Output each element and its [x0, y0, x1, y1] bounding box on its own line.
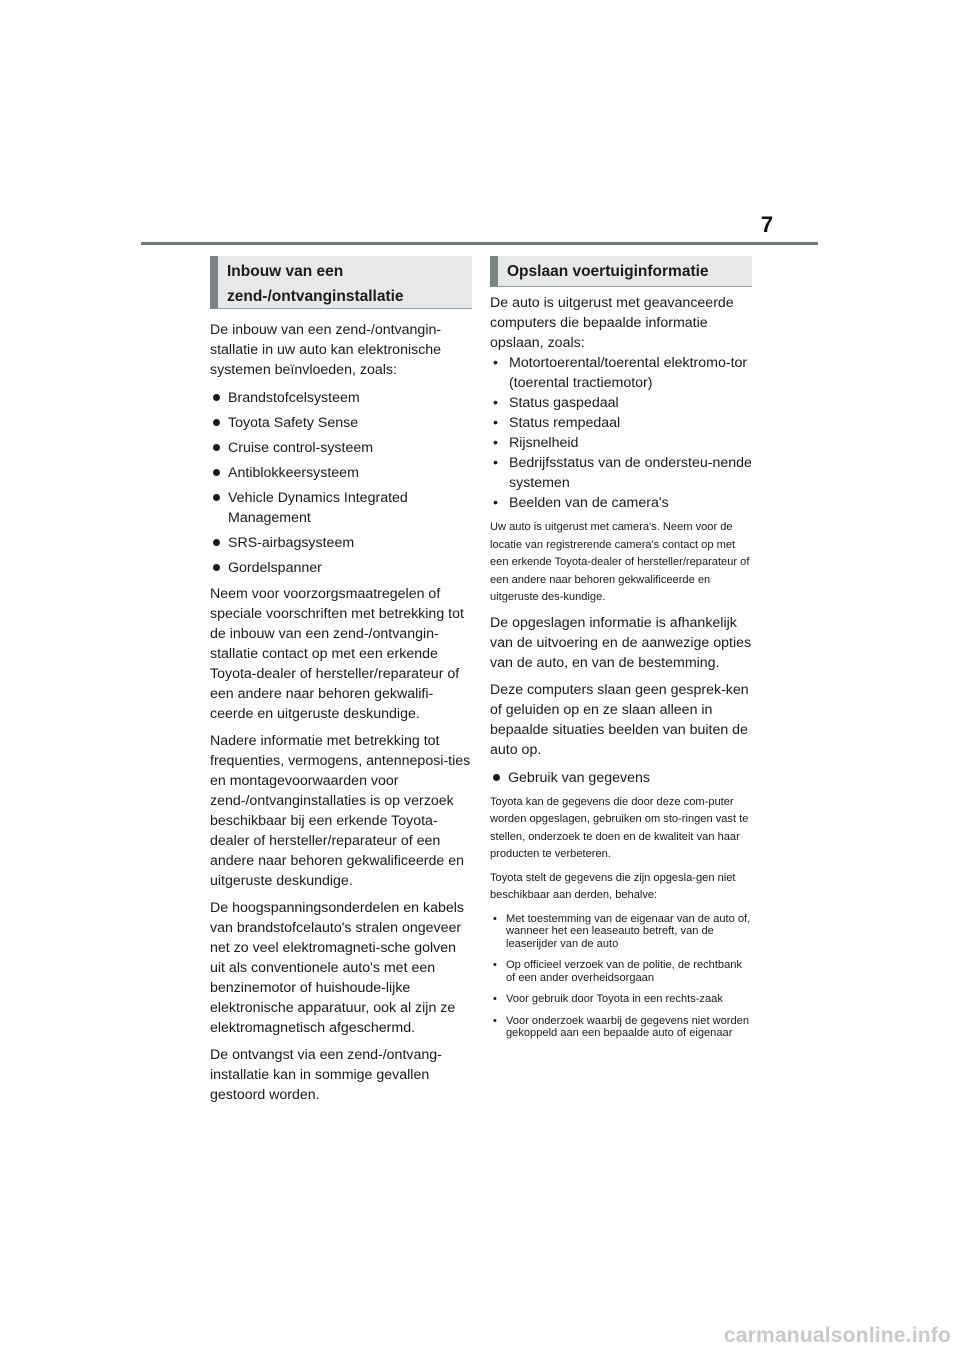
vehicle-data-intro: De auto is uitgerust met geavanceerde computers die bepaalde informatie opslaan, zoals:: [490, 295, 734, 351]
list-item: • Rijsnelheid: [490, 433, 752, 453]
list-item: Gordelspanner: [210, 558, 472, 578]
heading-line-1: Inbouw van een: [227, 263, 344, 280]
list-item: Antiblokkeersysteem: [210, 463, 472, 483]
left-column: [210, 256, 472, 1105]
camera-note: Uw auto is uitgerust met camera's. Neem voor de locatie van registrerende camera's contact op met een erkende Toyota-dealer of hersteller/reparateur of een andere naar behoren gekwalificeerde en uitgeruste des-kundige.: [490, 521, 750, 603]
paragraph-stored-info: De opgeslagen informatie is afhankelijk van de uitvoering en de aanwezige opties van de auto, en van de bestemming.: [490, 614, 752, 671]
list-item: • Voor gebruik door Toyota in een rechts-zaak: [490, 993, 752, 1006]
watermark: carmanualsonline.info: [723, 1324, 951, 1347]
stored-info-list: [490, 353, 752, 513]
right-column: [490, 256, 752, 1040]
list-item: SRS-airbagsysteem: [210, 533, 472, 553]
data-usage-text: Toyota kan de gegevens die door deze com-puter worden opgeslagen, gebruiken om sto-ringen vast te stellen, onderzoek te doen en de kwaliteit van haar producten te verbeteren.: [490, 795, 749, 860]
list-item: • Status gaspedaal: [490, 393, 752, 413]
heading-line-2: zend-/ontvanginstallatie: [227, 288, 404, 305]
list-item: • Motortoerental/toerental elektromo-tor (toerental tractiemotor): [490, 353, 752, 393]
list-item: • Beelden van de camera's: [490, 493, 752, 513]
list-item: Cruise control-systeem: [210, 438, 472, 458]
page-number: 7: [760, 212, 774, 237]
exceptions-list: [490, 913, 752, 1040]
list-item: • Bedrijfsstatus van de ondersteu-nende systemen: [490, 453, 752, 493]
list-item: • Op officieel verzoek van de politie, de rechtbank of een ander overheidsorgaan: [490, 959, 752, 984]
third-party-text: Toyota stelt de gegevens die zijn opgesla-gen niet beschikbaar aan derden, behalve:: [490, 871, 736, 901]
data-usage-heading-list: [490, 768, 752, 788]
list-item: Brandstofcelsysteem: [210, 388, 472, 408]
list-item: Vehicle Dynamics Integrated Management: [210, 488, 472, 528]
header-rule: [141, 242, 818, 245]
paragraph-reception: De ontvangst via een zend-/ontvang-installatie kan in sommige gevallen gestoord worden.: [210, 1047, 442, 1103]
section-heading-transceiver: [210, 256, 472, 309]
paragraph-frequencies: Nadere informatie met betrekking tot frequenties, vermogens, antenneposi-ties en montagevoorwaarden voor zend-/ontvanginstallaties is op verzoek beschikbaar bij een erkende Toyota-dealer of hersteller/reparateur of een andere naar behoren gekwalificeerde en uitgeruste deskundige.: [210, 733, 471, 889]
list-item: • Voor onderzoek waarbij de gegevens niet worden gekoppeld aan een bepaalde auto of eigenaar: [490, 1015, 752, 1040]
affected-systems-list: [210, 388, 472, 578]
transceiver-intro: De inbouw van een zend-/ontvangin-stallatie in uw auto kan elektronische systemen beïnvloeden, zoals:: [210, 322, 442, 378]
list-item: • Met toestemming van de eigenaar van de auto of, wanneer het een leaseauto betreft, van de leaserijder van de auto: [490, 913, 752, 951]
sub-heading-data-usage: Gebruik van gegevens: [490, 768, 752, 788]
list-item: • Status rempedaal: [490, 413, 752, 433]
paragraph-high-voltage: De hoogspanningsonderdelen en kabels van brandstofcelauto's stralen ongeveer net zo veel elektromagneti-sche golven uit als conventionele auto's met een benzinemotor of huishoude-lijke elektronische apparatuur, ook al zijn ze elektromagnetisch afgeschermd.: [210, 900, 464, 1036]
section-heading-vehicle-data: Opslaan voertuiginformatie: [490, 256, 752, 287]
list-item: Toyota Safety Sense: [210, 413, 472, 433]
paragraph-precautions: Neem voor voorzorgsmaatregelen of speciale voorschriften met betrekking tot de inbouw van een zend-/ontvangin-stallatie contact op met een erkende Toyota-dealer of hersteller/reparateur of een andere naar behoren gekwalifi-ceerde en uitgeruste deskundige.: [210, 586, 464, 722]
paragraph-no-recording: Deze computers slaan geen gesprek-ken of geluiden op en ze slaan alleen in bepaalde situaties beelden van buiten de auto op.: [490, 681, 749, 758]
